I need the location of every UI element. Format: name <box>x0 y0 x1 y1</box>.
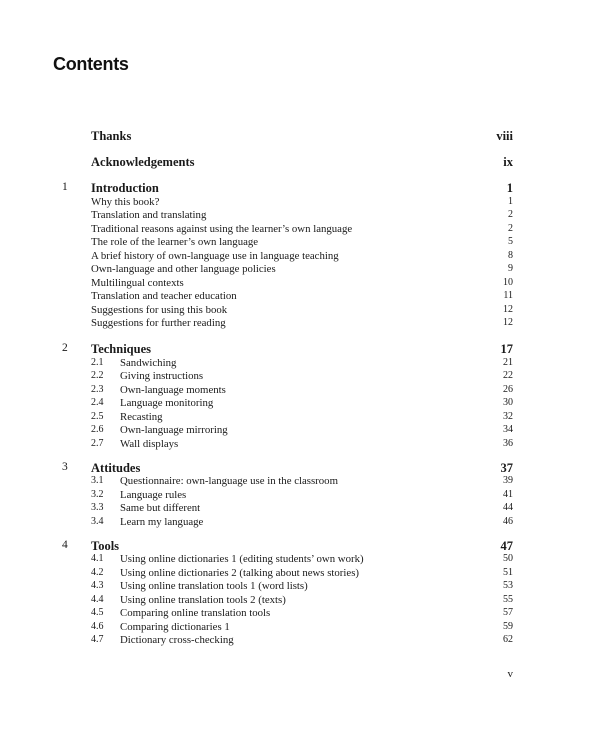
toc-item-number: 4.4 <box>91 594 104 605</box>
toc-item[interactable] <box>0 290 600 304</box>
toc-item[interactable] <box>0 304 600 318</box>
toc-item[interactable] <box>0 502 600 516</box>
toc-item-number: 3.3 <box>91 502 104 513</box>
toc-entry-title: Acknowledgements <box>91 155 195 169</box>
toc-item[interactable] <box>0 516 600 530</box>
toc-item-number: 4.3 <box>91 580 104 591</box>
toc-item-number: 3.2 <box>91 489 104 500</box>
toc-item[interactable] <box>0 567 600 581</box>
toc-item-title: Using online translation tools 1 (word lists) <box>120 580 308 592</box>
chapter-title: Techniques <box>91 342 151 356</box>
toc-item-page: 12 <box>503 317 513 328</box>
toc-item[interactable] <box>0 607 600 621</box>
toc-item-page: 41 <box>503 489 513 500</box>
toc-item-title: Own-language and other language policies <box>91 263 276 275</box>
toc-item-title: A brief history of own-language use in language teaching <box>91 250 339 262</box>
toc-chapter-3[interactable] <box>0 461 600 475</box>
toc-item[interactable] <box>0 634 600 648</box>
toc-item-page: 30 <box>503 397 513 408</box>
chapter-title: Tools <box>91 539 120 553</box>
toc-item-page: 11 <box>503 290 513 301</box>
toc-item-page: 55 <box>503 594 513 605</box>
toc-item-title: Why this book? <box>91 196 160 208</box>
toc-item-title: Suggestions for using this book <box>91 304 228 316</box>
toc-item-title: Own-language moments <box>120 384 226 396</box>
toc-item-page: 5 <box>508 236 513 247</box>
toc-item-page: 2 <box>508 209 513 220</box>
toc-item-title: Own-language mirroring <box>120 424 228 436</box>
toc-item[interactable] <box>0 209 600 223</box>
toc-item[interactable] <box>0 250 600 264</box>
toc-item-number: 4.5 <box>91 607 104 618</box>
toc-chapter-1[interactable] <box>0 181 600 195</box>
chapter-number: 2 <box>62 342 68 354</box>
toc-item[interactable] <box>0 317 600 331</box>
toc-item-number: 2.4 <box>91 397 104 408</box>
toc-item-page: 34 <box>503 424 513 435</box>
toc-item-title: Using online translation tools 2 (texts) <box>120 594 286 606</box>
toc-item[interactable] <box>0 357 600 371</box>
toc-entry-acknowledgements[interactable] <box>0 155 600 169</box>
chapter-page: 37 <box>500 461 513 475</box>
toc-item-page: 46 <box>503 516 513 527</box>
toc-entry-title: Thanks <box>91 129 132 143</box>
toc-item[interactable] <box>0 384 600 398</box>
chapter-number: 4 <box>62 539 68 551</box>
toc-item-page: 26 <box>503 384 513 395</box>
toc-item[interactable] <box>0 277 600 291</box>
toc-item[interactable] <box>0 223 600 237</box>
toc-item[interactable] <box>0 475 600 489</box>
toc-item-title: Language rules <box>120 489 187 501</box>
page-title: Contents <box>53 54 129 74</box>
toc-item-title: Multilingual contexts <box>91 277 184 289</box>
toc-item-title: Same but different <box>120 502 201 514</box>
toc-item-title: Wall displays <box>120 438 179 450</box>
toc-item-page: 62 <box>503 634 513 645</box>
toc-item-number: 2.2 <box>91 370 104 381</box>
toc-item-title: Translation and teacher education <box>91 290 237 302</box>
toc-entry-thanks[interactable] <box>0 129 600 143</box>
toc-item[interactable] <box>0 411 600 425</box>
toc-item-page: 59 <box>503 621 513 632</box>
toc-item[interactable] <box>0 438 600 452</box>
toc-item-page: 50 <box>503 553 513 564</box>
toc-item-title: Suggestions for further reading <box>91 317 226 329</box>
toc-item[interactable] <box>0 553 600 567</box>
toc-item-number: 3.1 <box>91 475 104 486</box>
toc-item-page: 21 <box>503 357 513 368</box>
toc-item-number: 2.5 <box>91 411 104 422</box>
chapter-number: 1 <box>62 181 68 193</box>
toc-item-page: 9 <box>508 263 513 274</box>
toc-item-title: Sandwiching <box>120 357 177 369</box>
toc-entry-page: ix <box>503 155 513 169</box>
toc-chapter-2[interactable] <box>0 342 600 356</box>
toc-item-title: Dictionary cross-checking <box>120 634 234 646</box>
toc-item-number: 4.6 <box>91 621 104 632</box>
toc-item-title: The role of the learner’s own language <box>91 236 259 248</box>
toc-item-page: 57 <box>503 607 513 618</box>
toc-item-number: 4.1 <box>91 553 104 564</box>
page-number: v <box>507 668 513 680</box>
toc-item-number: 4.2 <box>91 567 104 578</box>
toc-item-page: 12 <box>503 304 513 315</box>
toc-item-number: 2.1 <box>91 357 104 368</box>
toc-item-page: 22 <box>503 370 513 381</box>
toc-item-page: 36 <box>503 438 513 449</box>
toc-item-page: 53 <box>503 580 513 591</box>
toc-item-number: 2.7 <box>91 438 104 449</box>
toc-item[interactable] <box>0 594 600 608</box>
toc-item-title: Learn my language <box>120 516 204 528</box>
toc-item-title: Recasting <box>120 411 163 423</box>
toc-item-title: Language monitoring <box>120 397 214 409</box>
chapter-page: 47 <box>500 539 513 553</box>
toc-item-title: Using online dictionaries 1 (editing students’ own work) <box>120 553 364 565</box>
toc-item-title: Giving instructions <box>120 370 204 382</box>
chapter-title: Attitudes <box>91 461 141 475</box>
toc-item-page: 2 <box>508 223 513 234</box>
toc-item-page: 51 <box>503 567 513 578</box>
toc-entry-page: viii <box>496 129 513 143</box>
toc-item-title: Using online dictionaries 2 (talking about news stories) <box>120 567 359 579</box>
toc-item[interactable] <box>0 263 600 277</box>
toc-item-title: Questionnaire: own-language use in the classroom <box>120 475 338 487</box>
chapter-title: Introduction <box>91 181 159 195</box>
toc-item[interactable] <box>0 489 600 503</box>
toc-item-page: 10 <box>503 277 513 288</box>
toc-item-number: 2.3 <box>91 384 104 395</box>
toc-item[interactable] <box>0 621 600 635</box>
toc-item-number: 2.6 <box>91 424 104 435</box>
toc-item-page: 8 <box>508 250 513 261</box>
toc-item[interactable] <box>0 580 600 594</box>
toc-item[interactable] <box>0 424 600 438</box>
toc-item-title: Translation and translating <box>91 209 207 221</box>
toc-item[interactable] <box>0 397 600 411</box>
toc-item-page: 44 <box>503 502 513 513</box>
toc-item-title: Traditional reasons against using the learner’s own language <box>91 223 353 235</box>
toc-item[interactable] <box>0 370 600 384</box>
chapter-page: 1 <box>506 181 513 195</box>
chapter-number: 3 <box>62 461 68 473</box>
toc-item-number: 3.4 <box>91 516 104 527</box>
toc-item-number: 4.7 <box>91 634 104 645</box>
toc-item-title: Comparing dictionaries 1 <box>120 621 230 633</box>
toc-item[interactable] <box>0 196 600 210</box>
toc-chapter-4[interactable] <box>0 539 600 553</box>
chapter-page: 17 <box>500 342 513 356</box>
toc-item[interactable] <box>0 236 600 250</box>
toc-item-page: 32 <box>503 411 513 422</box>
toc-item-page: 39 <box>503 475 513 486</box>
toc-item-title: Comparing online translation tools <box>120 607 271 619</box>
toc-item-page: 1 <box>508 196 513 207</box>
